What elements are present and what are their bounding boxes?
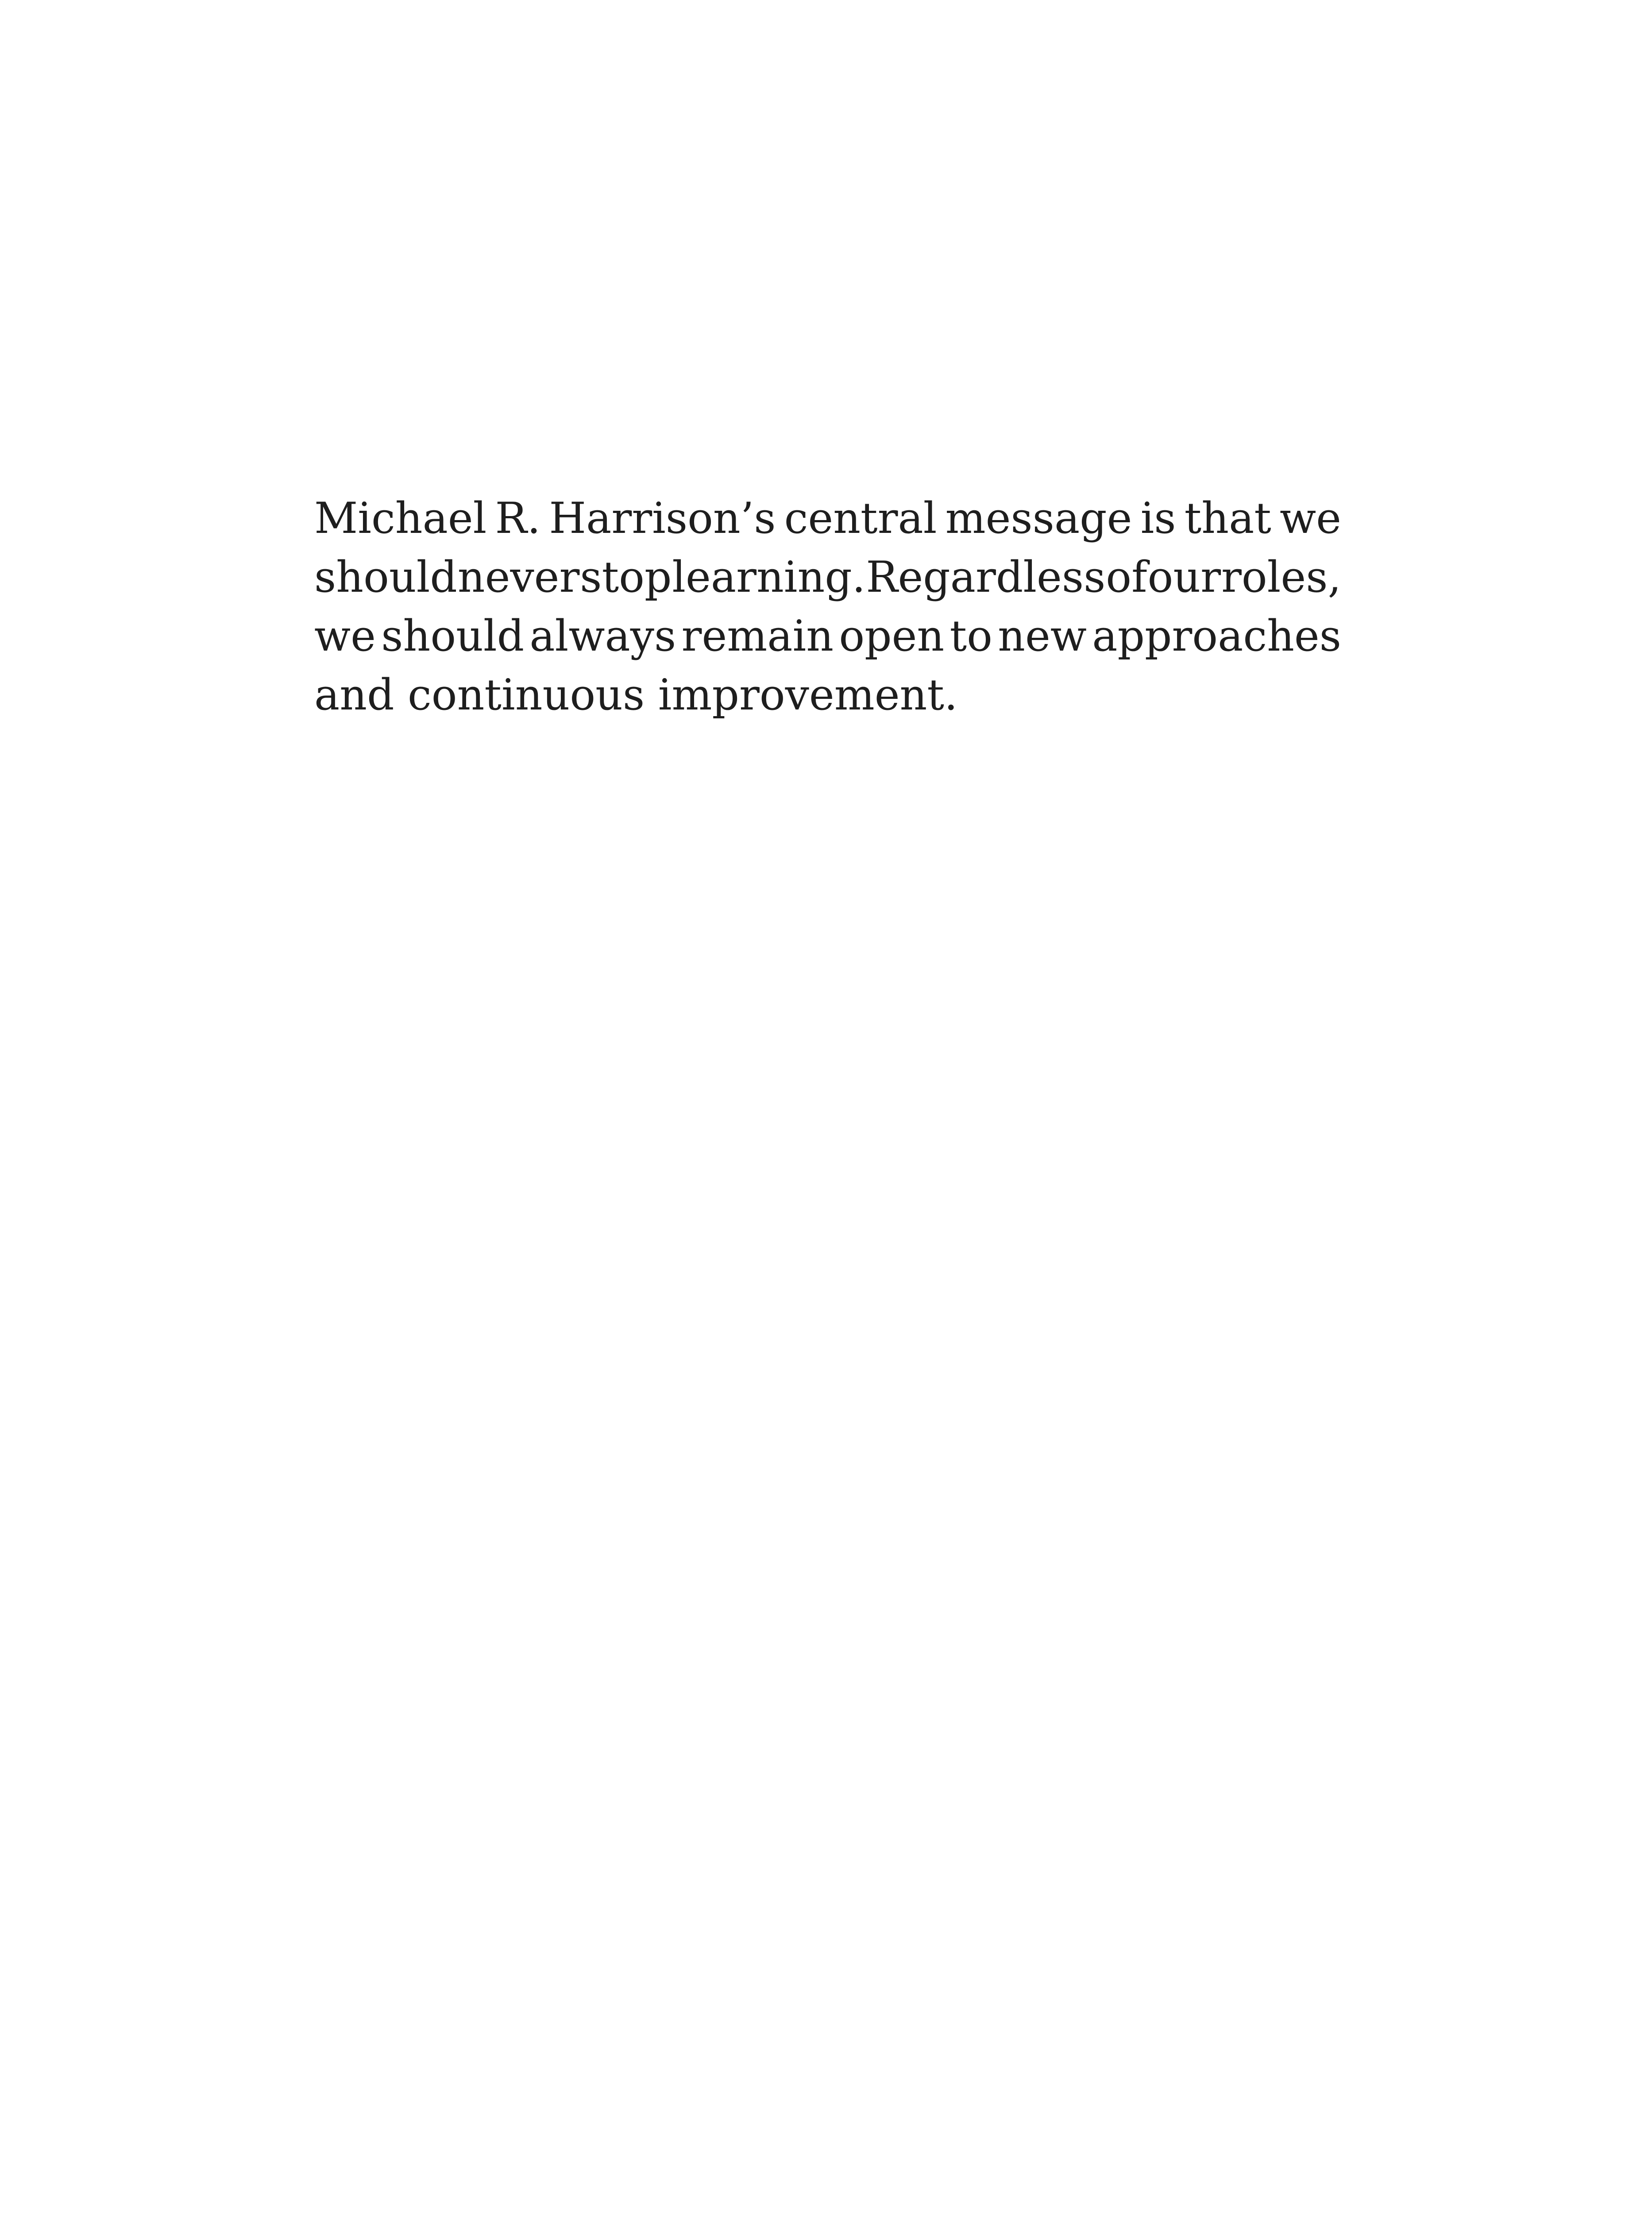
word: central <box>784 493 937 543</box>
word: is <box>1140 493 1176 543</box>
word: remain <box>681 611 834 661</box>
word: to <box>950 611 992 661</box>
word: Harrison’s <box>549 493 776 543</box>
word: open <box>839 611 945 661</box>
word: we <box>314 611 376 661</box>
text-run: and continuous improvement. <box>314 670 958 720</box>
word: we <box>1280 493 1341 543</box>
word: message <box>945 493 1132 543</box>
word: roles, <box>1221 552 1341 602</box>
paragraph-line-3 <box>314 607 1341 666</box>
paragraph-line-4 <box>314 666 1341 725</box>
paragraph-line-1 <box>314 489 1341 548</box>
word: should <box>314 552 457 602</box>
word: approaches <box>1092 611 1341 661</box>
word: stop <box>580 552 672 602</box>
paragraph-line-2 <box>314 548 1341 607</box>
word: R. <box>495 493 541 543</box>
body-paragraph <box>314 489 1341 725</box>
word: always <box>529 611 676 661</box>
word: should <box>381 611 525 661</box>
word: that <box>1184 493 1271 543</box>
word: never <box>457 552 580 602</box>
word: our <box>1147 552 1221 602</box>
word: new <box>998 611 1087 661</box>
word: learning. <box>672 552 866 602</box>
word: Regardless <box>866 552 1106 602</box>
word: Michael <box>314 493 487 543</box>
word: of <box>1106 552 1147 602</box>
